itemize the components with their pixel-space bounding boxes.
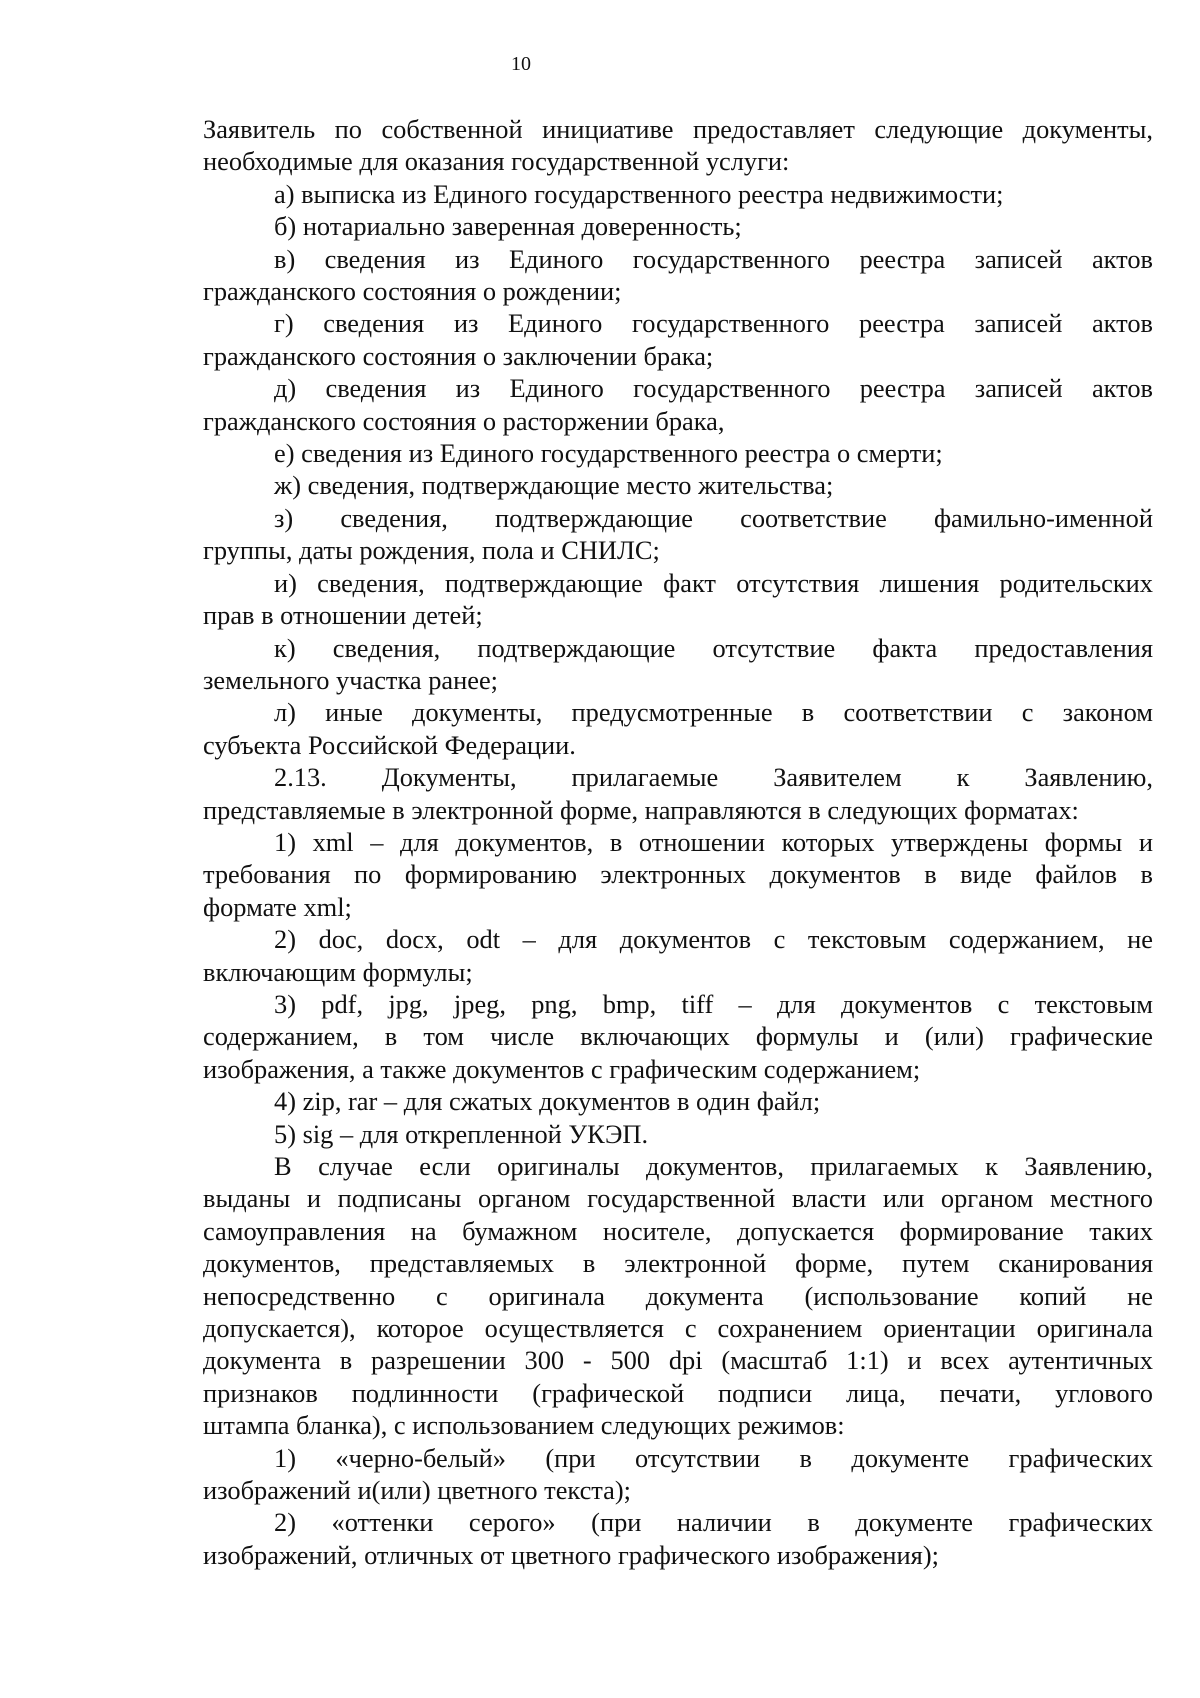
text-line: 2.13. Документы, прилагаемые Заявителем к Заявлению, xyxy=(274,762,1153,793)
paragraph xyxy=(203,632,1153,697)
text-line: содержанием, в том числе включающих формулы и (или) графические xyxy=(203,1021,1153,1052)
paragraph xyxy=(203,923,1153,988)
text-line: 3) pdf, jpg, jpeg, png, bmp, tiff – для документов с текстовым xyxy=(274,988,1153,1019)
paragraph xyxy=(203,567,1153,632)
text-line: Заявитель по собственной инициативе предоставляет следующие документы, xyxy=(203,114,1153,144)
text-line: самоуправления на бумажном носителе, допускается формирование таких xyxy=(203,1215,1153,1246)
paragraph xyxy=(203,1442,1153,1507)
paragraph xyxy=(203,502,1153,567)
text-line: документа в разрешении 300 - 500 dpi (масштаб 1:1) и всех аутентичных xyxy=(203,1345,1153,1376)
paragraph xyxy=(203,437,1153,469)
text-line: прав в отношении детей; xyxy=(203,600,483,631)
paragraph xyxy=(203,178,1153,210)
text-line: штампа бланка), с использованием следующих режимов: xyxy=(203,1410,845,1441)
text-line: представляемые в электронной форме, направляются в следующих форматах: xyxy=(203,794,1079,825)
paragraph xyxy=(203,1118,1153,1150)
text-line: включающим формулы; xyxy=(203,956,473,987)
text-line: гражданского состояния о заключении брака; xyxy=(203,340,714,371)
text-line: изображений, отличных от цветного графического изображения); xyxy=(203,1539,939,1570)
document-body xyxy=(203,113,1153,1571)
text-line: и) сведения, подтверждающие факт отсутствия лишения родительских xyxy=(274,567,1153,598)
page-number: 10 xyxy=(511,53,531,75)
paragraph xyxy=(203,307,1153,372)
paragraph xyxy=(203,761,1153,826)
paragraph xyxy=(203,372,1153,437)
text-line: б) нотариально заверенная доверенность; xyxy=(274,211,742,242)
text-line: субъекта Российской Федерации. xyxy=(203,729,576,760)
text-line: ж) сведения, подтверждающие место жительства; xyxy=(274,470,834,501)
text-line: требования по формированию электронных документов в виде файлов в xyxy=(203,859,1153,890)
paragraph xyxy=(203,113,1153,178)
text-line: 2) doc, docx, odt – для документов с текстовым содержанием, не xyxy=(274,924,1153,955)
paragraph xyxy=(203,1150,1153,1442)
text-line: изображений и(или) цветного текста); xyxy=(203,1475,631,1506)
paragraph xyxy=(203,988,1153,1085)
text-line: документов, представляемых в электронной форме, путем сканирования xyxy=(203,1248,1153,1279)
paragraph xyxy=(203,469,1153,501)
text-line: 1) xml – для документов, в отношении которых утверждены формы и xyxy=(274,826,1153,857)
text-line: земельного участка ранее; xyxy=(203,664,498,695)
text-line: а) выписка из Единого государственного реестра недвижимости; xyxy=(274,178,1004,209)
text-line: л) иные документы, предусмотренные в соответствии с законом xyxy=(274,697,1153,728)
text-line: 4) zip, rar – для сжатых документов в один файл; xyxy=(274,1086,821,1117)
text-line: д) сведения из Единого государственного реестра записей актов xyxy=(274,373,1153,404)
text-line: формате xml; xyxy=(203,891,352,922)
text-line: гражданского состояния о расторжении брака, xyxy=(203,405,725,436)
paragraph xyxy=(203,210,1153,242)
text-line: необходимые для оказания государственной услуги: xyxy=(203,146,790,177)
text-line: е) сведения из Единого государственного реестра о смерти; xyxy=(274,438,943,469)
text-line: В случае если оригиналы документов, прилагаемых к Заявлению, xyxy=(274,1151,1153,1181)
text-line: гражданского состояния о рождении; xyxy=(203,276,622,307)
text-line: непосредственно с оригинала документа (использование копий не xyxy=(203,1280,1153,1311)
text-line: в) сведения из Единого государственного реестра записей актов xyxy=(274,243,1153,274)
paragraph xyxy=(203,826,1153,923)
paragraph xyxy=(203,243,1153,308)
text-line: з) сведения, подтверждающие соответствие фамильно-именной xyxy=(274,502,1153,533)
paragraph xyxy=(203,696,1153,761)
text-line: 2) «оттенки серого» (при наличии в документе графических xyxy=(274,1507,1153,1538)
text-line: изображения, а также документов с графическим содержанием; xyxy=(203,1053,921,1084)
text-line: г) сведения из Единого государственного реестра записей актов xyxy=(274,308,1153,339)
paragraph xyxy=(203,1506,1153,1571)
text-line: к) сведения, подтверждающие отсутствие факта предоставления xyxy=(274,632,1153,663)
text-line: выданы и подписаны органом государственной власти или органом местного xyxy=(203,1183,1153,1214)
text-line: 5) sig – для открепленной УКЭП. xyxy=(274,1118,649,1149)
text-line: 1) «черно-белый» (при отсутствии в документе графических xyxy=(274,1442,1153,1473)
text-line: допускается), которое осуществляется с сохранением ориентации оригинала xyxy=(203,1313,1153,1344)
paragraph xyxy=(203,1085,1153,1117)
text-line: группы, даты рождения, пола и СНИЛС; xyxy=(203,535,660,566)
text-line: признаков подлинности (графической подписи лица, печати, углового xyxy=(203,1377,1153,1408)
